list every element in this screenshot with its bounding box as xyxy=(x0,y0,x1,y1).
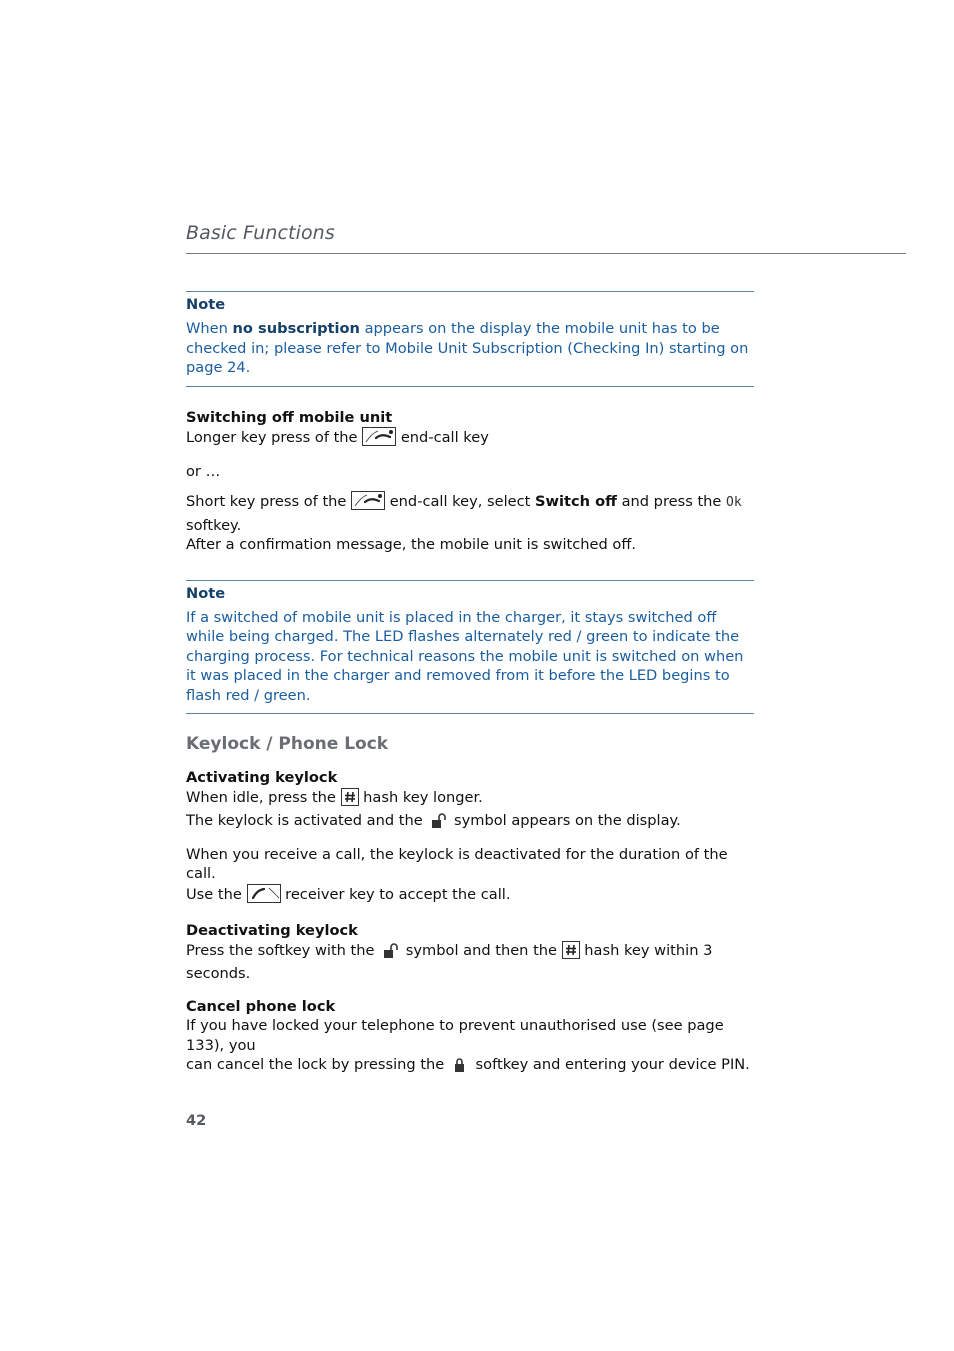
switching-off-line3: After a confirmation message, the mobile unit is switched off. xyxy=(186,536,637,553)
switching-off-line2-mid: end-call key, select xyxy=(385,493,535,510)
activating-line4 xyxy=(186,884,754,909)
switching-off-line2-post: softkey. xyxy=(186,516,242,534)
switching-off-line2-mid2: and press the xyxy=(616,493,727,510)
activating-line2-pre: The keylock is activated and the xyxy=(186,812,428,829)
ok-softkey-label: Ok xyxy=(726,495,742,510)
cancel-line2 xyxy=(186,1055,754,1079)
cancel-line1: If you have locked your telephone to prevent unauthorised use (see page 133), you xyxy=(186,1017,724,1054)
unlock-symbol-icon xyxy=(427,813,449,835)
activating-line1 xyxy=(186,788,754,812)
switching-off-line2-pre: Short key press of the xyxy=(186,493,352,510)
deactivating-line1-post: hash key within 3 seconds. xyxy=(186,941,713,982)
activating-line2 xyxy=(186,811,754,835)
cancel-phone-lock-heading: Cancel phone lock xyxy=(186,997,336,1015)
activating-line4-pre: Use the xyxy=(186,885,247,903)
receiver-key-icon xyxy=(247,884,281,909)
page-header xyxy=(186,222,906,254)
activating-line4-post: receiver key to accept the call. xyxy=(280,885,511,903)
end-call-key-icon xyxy=(351,491,385,516)
header-rule xyxy=(186,253,906,254)
note-heading: Note xyxy=(186,584,226,602)
switching-off-or: or … xyxy=(186,462,221,480)
activating-line1-post: hash key longer. xyxy=(358,788,483,806)
note-subscription xyxy=(186,291,754,387)
switching-off-line1-pre: Longer key press of the xyxy=(186,429,363,446)
note-text-bold: no subscription xyxy=(232,320,360,337)
switch-off-menu-label: Switch off xyxy=(535,493,617,510)
cancel-line2-pre: can cancel the lock by pressing the xyxy=(186,1056,449,1073)
activating-keylock-heading: Activating keylock xyxy=(186,769,338,786)
note-text xyxy=(186,319,754,378)
cancel-line2-post: softkey and entering your device PIN. xyxy=(470,1056,750,1073)
unlock-symbol-icon xyxy=(379,943,401,965)
hash-key-icon xyxy=(562,941,580,965)
page-number: 42 xyxy=(186,1112,207,1129)
deactivating-keylock-heading: Deactivating keylock xyxy=(186,922,358,939)
deactivating-line1-mid: symbol and then the xyxy=(401,941,562,959)
page-header-title: Basic Functions xyxy=(186,222,335,244)
note-text-post: appears on the display the mobile unit has to be checked in; please refer to Mobile Unit Subscription (Checking In) starting on page 24. xyxy=(186,320,749,376)
lock-softkey-icon xyxy=(449,1057,471,1079)
activating-line3: When you receive a call, the keylock is deactivated for the duration of the call. xyxy=(186,845,728,882)
keylock-section-title: Keylock / Phone Lock xyxy=(186,734,389,754)
activating-line2-post: symbol appears on the display. xyxy=(449,812,681,829)
note-text-pre: When xyxy=(186,320,233,337)
switching-off-heading: Switching off mobile unit xyxy=(186,408,393,426)
switching-off-line1 xyxy=(186,427,754,452)
switching-off-line2 xyxy=(186,491,754,535)
switching-off-line1-post: end-call key xyxy=(396,429,489,446)
deactivating-line1 xyxy=(186,941,754,984)
deactivating-line1-pre: Press the softkey with the xyxy=(186,941,380,959)
end-call-key-icon xyxy=(362,427,396,452)
note-heading: Note xyxy=(186,296,226,313)
page-content xyxy=(186,291,754,1079)
activating-line1-pre: When idle, press the xyxy=(186,788,341,806)
note-text: If a switched of mobile unit is placed in the charger, it stays switched off while being charged. The LED flashes alternately red / green to indicate the charging process. For technical reasons the mobile unit is switched on when it was placed in the charger and removed from it before the LED begins to flash red / green. xyxy=(186,608,744,704)
hash-key-icon xyxy=(341,788,359,812)
note-charger xyxy=(186,580,754,715)
